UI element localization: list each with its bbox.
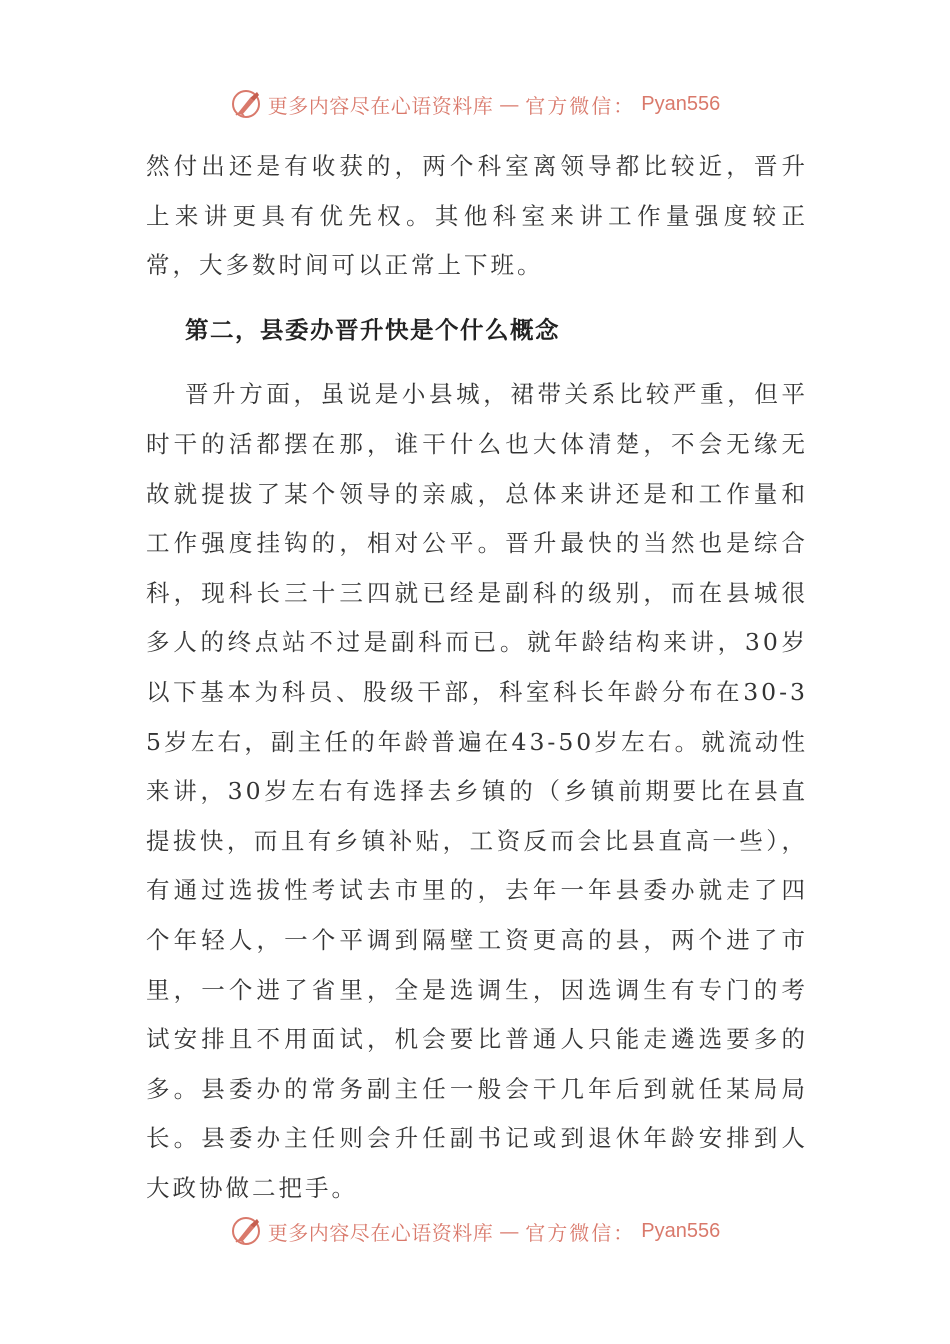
- watermark-wechat-id: Pyan556: [641, 1219, 721, 1242]
- watermark-separator: —: [499, 92, 520, 116]
- watermark-brand: [230, 88, 720, 120]
- watermark-separator: —: [499, 1219, 520, 1243]
- fountain-pen-logo-icon: [230, 88, 262, 120]
- watermark-wechat-label: 官方微信：: [525, 93, 636, 118]
- watermark-site-text: 更多内容尽在心语资料库: [267, 93, 494, 118]
- page-footer-watermark: [0, 1211, 950, 1251]
- body-paragraph: 然付出还是有收获的，两个科室离领导都比较近，晋升上来讲更具有优先权。其他科室来讲工作量强度较正常，大多数时间可以正常上下班。: [146, 152, 808, 280]
- watermark-wechat-label: 官方微信：: [525, 1220, 636, 1245]
- fountain-pen-logo-icon: [230, 1215, 262, 1247]
- page-header-watermark: [0, 84, 950, 124]
- document-body: [146, 142, 808, 1213]
- watermark-brand: [230, 1215, 720, 1247]
- body-paragraph: 晋升方面，虽说是小县城，裙带关系比较严重，但平时干的活都摆在那，谁干什么也大体清楚，不会无缘无故就提拔了某个领导的亲戚，总体来讲还是和工作量和工作强度挂钩的，相对公平。晋升最快的当然也是综合科，现科长三十三四就已经是副科的级别，而在县城很多人的终点站不过是副科而已。就年龄结构来讲，30岁以下基本为科员、股级干部，科室科长年龄分布在30-35岁左右，副主任的年龄普遍在43-50岁左右。就流动性来讲，30岁左右有选择去乡镇的（乡镇前期要比在县直提拔快，而且有乡镇补贴，工资反而会比县直高一些），有通过选拔性考试去市里的，去年一年县委办就走了四个年轻人，一个平调到隔壁工资更高的县，两个进了市里，一个进了省里，全是选调生，因选调生有专门的考试安排且不用面试，机会要比普通人只能走遴选要多的多。县委办的常务副主任一般会干几年后到就任某局局长。县委办主任则会升任副书记或到退休年龄安排到人大政协做二把手。: [146, 380, 808, 1202]
- watermark-wechat-id: Pyan556: [641, 92, 721, 115]
- watermark-site-text: 更多内容尽在心语资料库: [267, 1220, 494, 1245]
- section-heading: 第二，县委办晋升快是个什么概念: [185, 315, 560, 344]
